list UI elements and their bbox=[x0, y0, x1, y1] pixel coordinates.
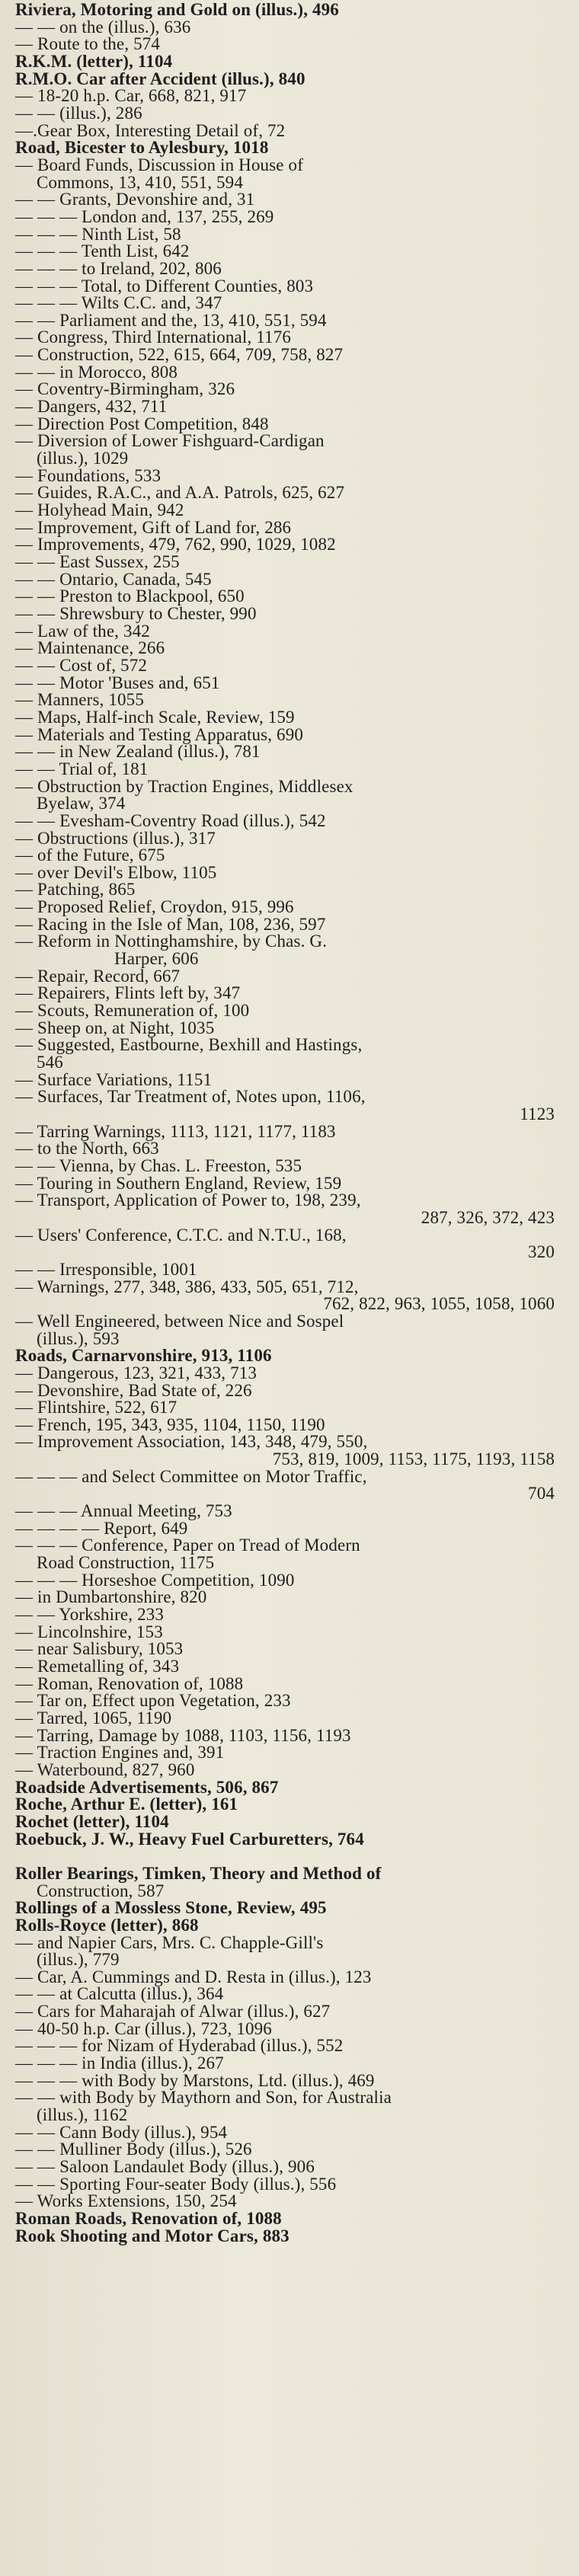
index-entry: 287, 326, 372, 423 bbox=[421, 1207, 555, 1227]
index-entry: — Reform in Nottinghamshire, by Chas. G. bbox=[15, 932, 328, 951]
index-entry: 1123 bbox=[520, 1104, 555, 1123]
index-entry bbox=[15, 1848, 555, 1865]
index-entry: Rollings of a Mossless Stone, Review, 495 bbox=[15, 1898, 327, 1918]
index-entry: — Works Extensions, 150, 254 bbox=[15, 2191, 237, 2211]
index-entry: — Diversion of Lower Fishguard-Cardigan bbox=[15, 431, 325, 451]
index-entry: — Cars for Maharajah of Alwar (illus.), 627 bbox=[15, 2002, 331, 2021]
index-entry: — — Saloon Landaulet Body (illus.), 906 bbox=[15, 2157, 315, 2177]
index-entry: — — — in India (illus.), 267 bbox=[15, 2053, 224, 2073]
index-entry: — — in Morocco, 808 bbox=[15, 362, 178, 382]
index-entry: — — — Tenth List, 642 bbox=[15, 241, 190, 261]
index-entry: — Direction Post Competition, 848 bbox=[15, 414, 269, 433]
index-entry: — Law of the, 342 bbox=[15, 621, 150, 641]
index-entry: Commons, 13, 410, 551, 594 bbox=[37, 172, 243, 192]
index-entry: (illus.), 1029 bbox=[37, 449, 129, 468]
index-entry: — Maintenance, 266 bbox=[15, 638, 165, 658]
index-entry: — — at Calcutta (illus.), 364 bbox=[15, 1984, 224, 2004]
index-entry: Road, Bicester to Aylesbury, 1018 bbox=[15, 138, 269, 158]
index-entry: — Users' Conference, C.T.C. and N.T.U., 168, bbox=[15, 1225, 347, 1245]
index-entry: 320 bbox=[528, 1242, 555, 1262]
index-entry: R.M.O. Car after Accident (illus.), 840 bbox=[15, 69, 305, 88]
index-entry: — Traction Engines and, 391 bbox=[15, 1743, 225, 1763]
index-entry: — — — — Report, 649 bbox=[15, 1518, 188, 1538]
index-entry: — — Sporting Four-seater Body (illus.), 556 bbox=[15, 2174, 337, 2194]
index-entry: — Roman, Renovation of, 1088 bbox=[15, 1673, 244, 1693]
index-entry: Construction, 587 bbox=[37, 1881, 165, 1900]
index-entry: Riviera, Motoring and Gold on (illus.), 496 bbox=[15, 0, 339, 19]
index-entry: — French, 195, 343, 935, 1104, 1150, 1190 bbox=[15, 1414, 325, 1434]
index-entry: R.K.M. (letter), 1104 bbox=[15, 51, 173, 71]
index-entry: — — Cost of, 572 bbox=[15, 655, 147, 675]
index-entry: — Improvement, Gift of Land for, 286 bbox=[15, 517, 292, 537]
index-entry: — Manners, 1055 bbox=[15, 690, 144, 710]
index-entry: — 18-20 h.p. Car, 668, 821, 917 bbox=[15, 86, 247, 106]
index-entry: Roebuck, J. W., Heavy Fuel Carburetters, 764 bbox=[15, 1829, 364, 1849]
index-entry: — Racing in the Isle of Man, 108, 236, 597 bbox=[15, 914, 326, 934]
index-entry: — Lincolnshire, 153 bbox=[15, 1622, 163, 1641]
index-entry: — — Parliament and the, 13, 410, 551, 594 bbox=[15, 310, 327, 330]
index-entry: — Remetalling of, 343 bbox=[15, 1657, 180, 1676]
index-entry: — and Napier Cars, Mrs. C. Chapple-Gill's bbox=[15, 1932, 324, 1952]
index-entry: 704 bbox=[528, 1484, 555, 1504]
index-entry: 546 bbox=[37, 1053, 63, 1072]
index-entry: (illus.), 779 bbox=[37, 1950, 120, 1970]
index-entry: — Obstructions (illus.), 317 bbox=[15, 828, 216, 848]
index-entry: — Dangers, 432, 711 bbox=[15, 397, 168, 417]
index-entry: — 40-50 h.p. Car (illus.), 723, 1096 bbox=[15, 2018, 272, 2038]
index-entry: — — — to Ireland, 202, 806 bbox=[15, 258, 222, 278]
index-entry: — — — for Nizam of Hyderabad (illus.), 552 bbox=[15, 2036, 344, 2056]
index-entry: — — — and Select Committee on Motor Traffic, bbox=[15, 1466, 367, 1486]
index-entry: — Board Funds, Discussion in House of bbox=[15, 155, 304, 174]
index-entry: — — Cann Body (illus.), 954 bbox=[15, 2122, 228, 2142]
index-entry: — Dangerous, 123, 321, 433, 713 bbox=[15, 1363, 258, 1382]
index-entry: — — Vienna, by Chas. L. Freeston, 535 bbox=[15, 1155, 302, 1175]
index-entry: — Coventry-Birmingham, 326 bbox=[15, 379, 235, 399]
index-entry: — Patching, 865 bbox=[15, 880, 136, 900]
index-entry: — Warnings, 277, 348, 386, 433, 505, 651, 712, bbox=[15, 1277, 359, 1296]
index-entry: Roadside Advertisements, 506, 867 bbox=[15, 1777, 279, 1797]
index-entry: — Construction, 522, 615, 664, 709, 758, 827 bbox=[15, 345, 344, 365]
index-entry: Rochet (letter), 1104 bbox=[15, 1811, 169, 1831]
index-entry: — — Grants, Devonshire and, 31 bbox=[15, 190, 255, 209]
index-entry: — Route to the, 574 bbox=[15, 34, 161, 54]
index-entry: — — Ontario, Canada, 545 bbox=[15, 569, 212, 589]
index-entry: — near Salisbury, 1053 bbox=[15, 1639, 184, 1659]
index-entry: — Foundations, 533 bbox=[15, 465, 162, 485]
index-entry: — — Evesham-Coventry Road (illus.), 542 bbox=[15, 810, 326, 830]
index-entry: — — East Sussex, 255 bbox=[15, 552, 180, 571]
index-entry: — Improvements, 479, 762, 990, 1029, 1082 bbox=[15, 535, 336, 555]
index-entry: — Tarring, Damage by 1088, 1103, 1156, 1193 bbox=[15, 1725, 351, 1745]
index-entry: 762, 822, 963, 1055, 1058, 1060 bbox=[323, 1294, 555, 1314]
index-entry: — Obstruction by Traction Engines, Middlesex bbox=[15, 776, 353, 796]
index-entry: Byelaw, 374 bbox=[37, 794, 126, 813]
index-entry: — Improvement Association, 143, 348, 479, 550, bbox=[15, 1432, 368, 1452]
index-entry: — — — Annual Meeting, 753 bbox=[15, 1501, 232, 1521]
index-entry: — Waterbound, 827, 960 bbox=[15, 1759, 195, 1779]
index-entry: Roman Roads, Renovation of, 1088 bbox=[15, 2209, 282, 2228]
index-entry: — — Yorkshire, 233 bbox=[15, 1605, 165, 1625]
index-entry: — Materials and Testing Apparatus, 690 bbox=[15, 724, 303, 744]
index-entry: — Tarring Warnings, 1113, 1121, 1177, 1183 bbox=[15, 1121, 336, 1141]
index-entry: — — Irresponsible, 1001 bbox=[15, 1259, 197, 1279]
index-entry: — Car, A. Cummings and D. Resta in (illus.), 123 bbox=[15, 1967, 372, 1986]
index-entry: — Tarred, 1065, 1190 bbox=[15, 1708, 172, 1727]
index-entry: — — Motor 'Buses and, 651 bbox=[15, 673, 220, 692]
index-entry: Roads, Carnarvonshire, 913, 1106 bbox=[15, 1346, 272, 1366]
index-entry: — — Preston to Blackpool, 650 bbox=[15, 586, 245, 606]
index-entry: (illus.), 1162 bbox=[37, 2105, 128, 2125]
index-entry: — Surfaces, Tar Treatment of, Notes upon, 1106, bbox=[15, 1087, 366, 1107]
index-entry: — — (illus.), 286 bbox=[15, 103, 142, 123]
index-entry: — Transport, Application of Power to, 198, 239, bbox=[15, 1191, 361, 1210]
index-entry: — Flintshire, 522, 617 bbox=[15, 1398, 178, 1417]
index-entry: — Surface Variations, 1151 bbox=[15, 1069, 213, 1089]
index-entry: — — with Body by Maythorn and Son, for Australia bbox=[15, 2088, 392, 2108]
index-entry: — Tar on, Effect upon Vegetation, 233 bbox=[15, 1691, 291, 1711]
index-entry: — of the Future, 675 bbox=[15, 845, 165, 865]
index-entry: — — — Horseshoe Competition, 1090 bbox=[15, 1570, 295, 1590]
index-entry: Road Construction, 1175 bbox=[37, 1553, 215, 1573]
index-entry: — Holyhead Main, 942 bbox=[15, 500, 184, 520]
index-entry: — Touring in Southern England, Review, 159 bbox=[15, 1173, 342, 1193]
index-entry: Roller Bearings, Timken, Theory and Method of bbox=[15, 1863, 382, 1883]
index-entry: Rolls-Royce (letter), 868 bbox=[15, 1915, 199, 1935]
index-entry: — — Mulliner Body (illus.), 526 bbox=[15, 2140, 252, 2159]
index-entry: Roche, Arthur E. (letter), 161 bbox=[15, 1795, 238, 1814]
index-entry: — — on the (illus.), 636 bbox=[15, 17, 191, 37]
index-entry: — — — Wilts C.C. and, 347 bbox=[15, 293, 222, 313]
index-entry: — Scouts, Remuneration of, 100 bbox=[15, 1001, 250, 1021]
index-entry: — — in New Zealand (illus.), 781 bbox=[15, 742, 261, 762]
index-entry: — to the North, 663 bbox=[15, 1139, 159, 1159]
index-entry: — Sheep on, at Night, 1035 bbox=[15, 1018, 215, 1037]
index-entry: Rook Shooting and Motor Cars, 883 bbox=[15, 2226, 290, 2245]
index-entry: —.Gear Box, Interesting Detail of, 72 bbox=[15, 120, 286, 140]
index-entry: — Suggested, Eastbourne, Bexhill and Hastings, bbox=[15, 1035, 363, 1055]
index-entry: — — Trial of, 181 bbox=[15, 759, 149, 778]
index-entry: — — — London and, 137, 255, 269 bbox=[15, 206, 274, 226]
index-entry: — — — Conference, Paper on Tread of Modern bbox=[15, 1536, 360, 1555]
index-entry: — Well Engineered, between Nice and Sospel bbox=[15, 1311, 344, 1331]
index-entry: — Proposed Relief, Croydon, 915, 996 bbox=[15, 897, 294, 917]
index-entry: (illus.), 593 bbox=[37, 1328, 120, 1348]
index-entry: — Maps, Half-inch Scale, Review, 159 bbox=[15, 707, 295, 727]
index-entry: — — — with Body by Marstons, Ltd. (illus.), 469 bbox=[15, 2070, 375, 2090]
index-entry: — — Shrewsbury to Chester, 990 bbox=[15, 603, 257, 623]
index-entry: — in Dumbartonshire, 820 bbox=[15, 1587, 207, 1607]
index-entry: — Congress, Third International, 1176 bbox=[15, 328, 291, 347]
index-entry: Harper, 606 bbox=[114, 949, 199, 969]
index-entry: — Guides, R.A.C., and A.A. Patrols, 625, 627 bbox=[15, 483, 345, 503]
index-entry: — Devonshire, Bad State of, 226 bbox=[15, 1380, 252, 1400]
index-entry: — Repairers, Flints left by, 347 bbox=[15, 983, 241, 1003]
index-entry: — — — Total, to Different Counties, 803 bbox=[15, 276, 314, 296]
index-entry: — Repair, Record, 667 bbox=[15, 966, 181, 986]
index-column bbox=[15, 2, 555, 2245]
index-entry: 753, 819, 1009, 1153, 1175, 1193, 1158 bbox=[272, 1449, 555, 1469]
index-entry: — — — Ninth List, 58 bbox=[15, 224, 181, 244]
index-entry: — over Devil's Elbow, 1105 bbox=[15, 862, 217, 882]
